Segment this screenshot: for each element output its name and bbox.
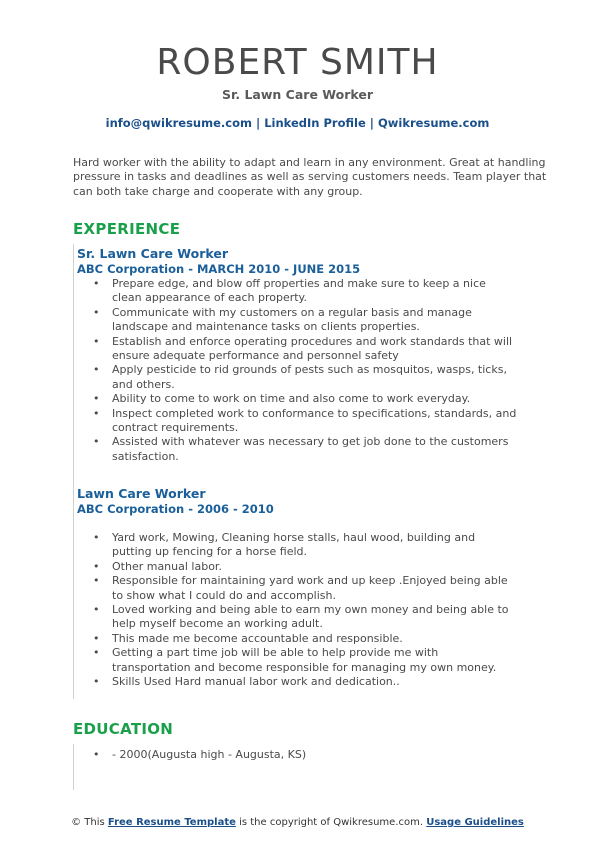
education-bullets [77, 748, 517, 762]
footer-middle: is the copyright of Qwikresume.com. [239, 817, 424, 828]
job-company: ABC Corporation - 2006 - 2010 [77, 502, 274, 516]
list-item: • Inspect completed work to conformance to specifications, standards, and contract requirements. [93, 406, 517, 435]
list-item: • Prepare edge, and blow off properties and make sure to keep a nice clean appearance of each property. [93, 277, 486, 305]
job-entry-1 [77, 246, 517, 464]
job-title: Lawn Care Worker [77, 486, 206, 501]
usage-guidelines-link[interactable]: Usage Guidelines [426, 817, 524, 828]
job-bullets [77, 531, 517, 689]
list-item: • Getting a part time job will be able to help provide me with transportation and become responsible for managing my own money. [93, 646, 497, 674]
list-item: • Skills Used Hard manual labor work and dedication.. [93, 675, 400, 689]
footer [0, 817, 595, 828]
list-item: • Loved working and being able to earn my own money and being able to help myself become an working adult. [93, 603, 509, 631]
list-item: • Other manual labor. [93, 559, 222, 573]
experience-divider [73, 244, 74, 699]
summary-text: Hard worker with the ability to adapt and learn in any environment. Great at handling pressure in tasks and deadlines as well as serving customers needs. Team player that can both take charge and cooperate with any group. [73, 156, 547, 198]
candidate-role: Sr. Lawn Care Worker [221, 87, 373, 102]
free-resume-template-link[interactable]: Free Resume Template [107, 817, 236, 828]
website-link[interactable]: Qwikresume.com [378, 116, 490, 130]
education-divider [73, 744, 74, 790]
email-link[interactable]: info@qwikresume.com [105, 116, 252, 130]
job-company: ABC Corporation - MARCH 2010 - JUNE 2015 [77, 262, 361, 276]
job-entry-2 [77, 486, 517, 689]
list-item: • Ability to come to work on time and also come to work everyday. [93, 392, 471, 406]
list-item: • Yard work, Mowing, Cleaning horse stalls, haul wood, building and putting up fencing for a horse field. [93, 531, 476, 559]
linkedin-link[interactable]: LinkedIn Profile [264, 116, 366, 130]
job-title: Sr. Lawn Care Worker [77, 246, 229, 261]
contact-line [0, 116, 595, 130]
list-item: • This made me become accountable and responsible. [93, 631, 403, 645]
contact-separator: | [255, 116, 261, 130]
list-item: • - 2000(Augusta high - Augusta, KS) [93, 748, 307, 761]
contact-separator: | [369, 116, 374, 130]
list-item: • Communicate with my customers on a regular basis and manage landscape and maintenance tasks on clients properties. [93, 305, 472, 334]
list-item: • Responsible for maintaining yard work and up keep .Enjoyed being able to show what I could do and accomplish. [93, 574, 508, 602]
education-entry [77, 748, 517, 762]
list-item: • Establish and enforce operating procedures and work standards that will ensure adequate performance and personnel safety [93, 334, 513, 363]
footer-prefix: © This [71, 817, 105, 828]
experience-heading: EXPERIENCE [73, 220, 181, 238]
list-item: • Apply pesticide to rid grounds of pests such as mosquitos, wasps, ticks, and others. [93, 363, 507, 391]
education-heading: EDUCATION [73, 720, 174, 738]
list-item: • Assisted with whatever was necessary to get job done to the customers satisfaction. [93, 435, 509, 463]
job-bullets [77, 277, 517, 464]
candidate-name: ROBERT SMITH [156, 42, 439, 83]
